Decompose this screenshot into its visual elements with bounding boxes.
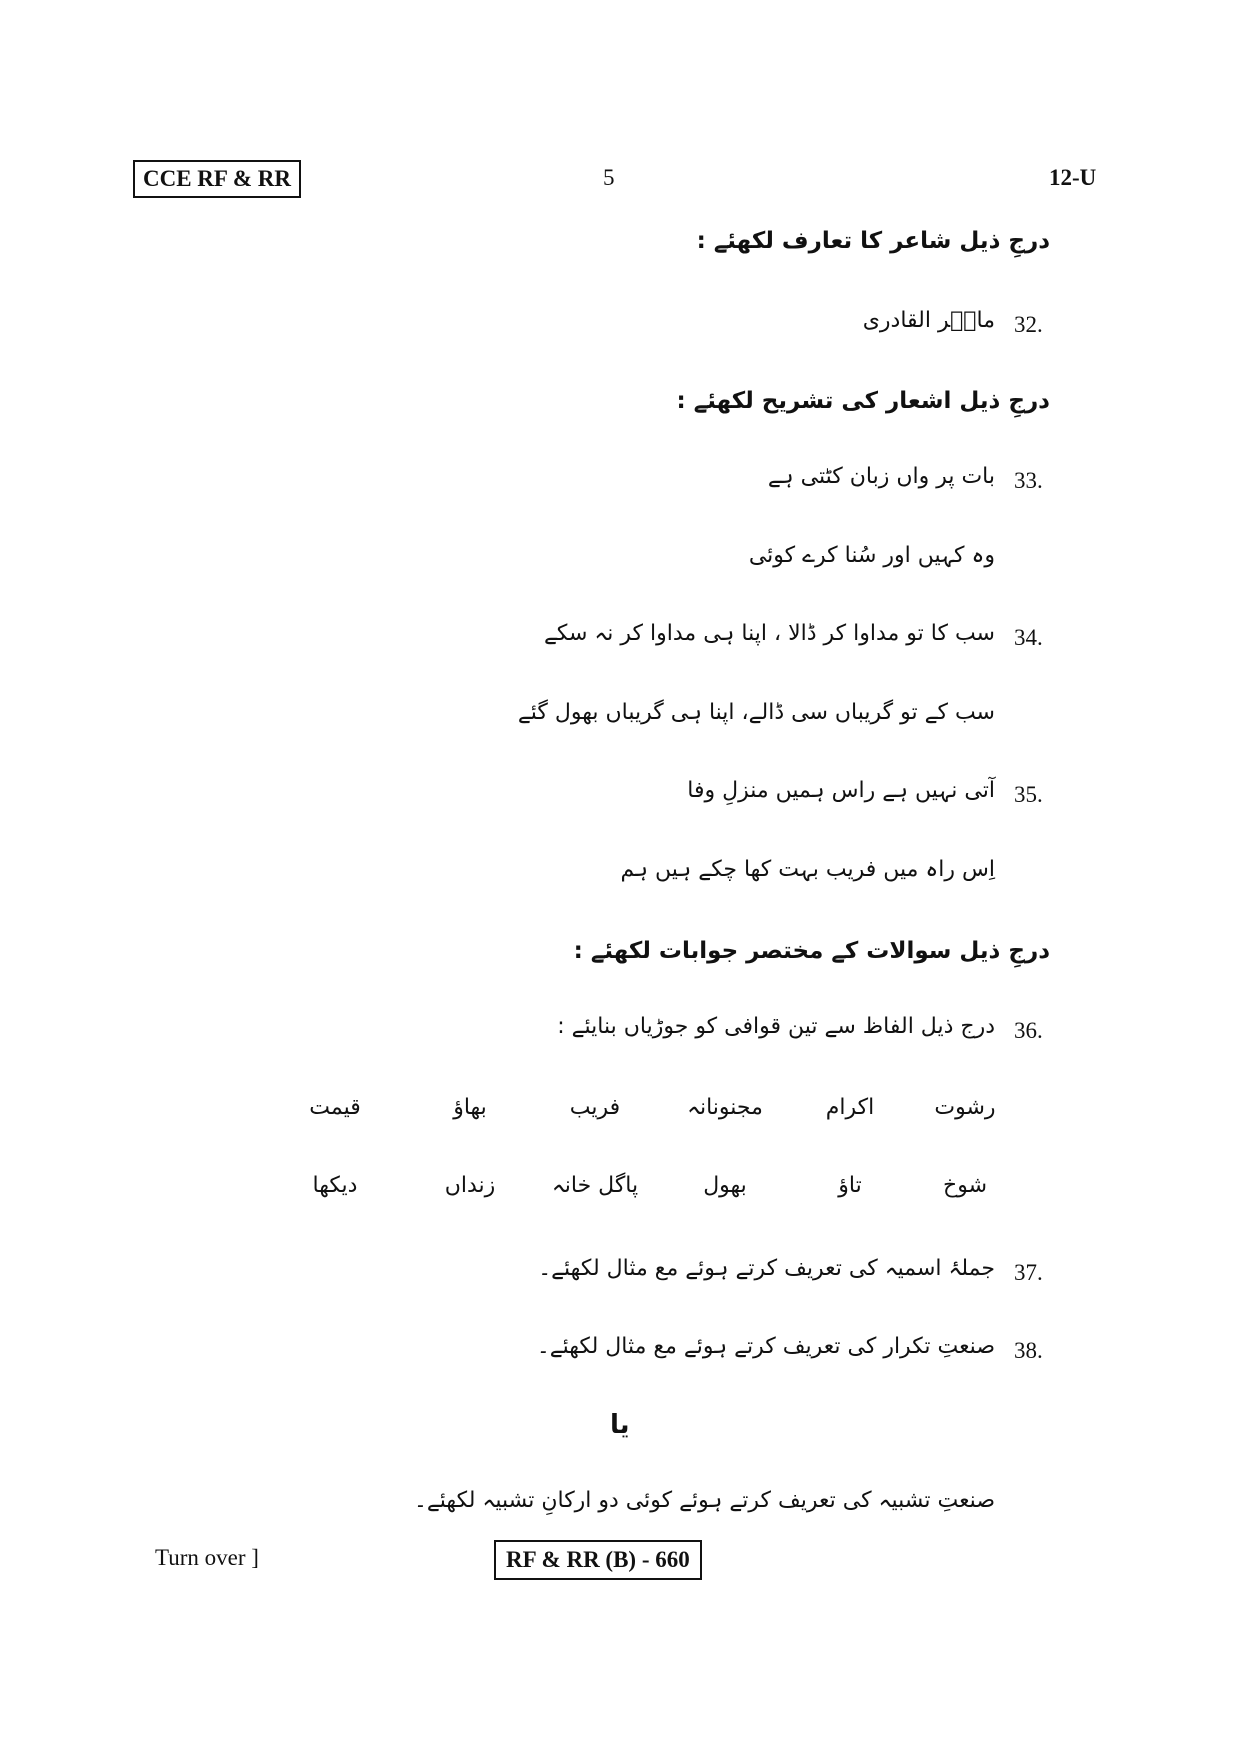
word-item: مجنونانہ <box>687 1095 763 1120</box>
section-heading-explain-verses: درجِ ذیل اشعار کی تشریح لکھئے : <box>676 388 1050 414</box>
question-38-text: صنعتِ تکرار کی تعریف کرتے ہوئے مع مثال لکھئے۔ <box>536 1334 995 1359</box>
question-number-34: 34. <box>1014 625 1043 650</box>
question-33-line2: وہ کہیں اور سُنا کرے کوئی <box>748 543 995 568</box>
word-item: تاؤ <box>838 1173 862 1198</box>
question-36-text: درج ذیل الفاظ سے تین قوافی کو جوڑیاں بنایئے : <box>557 1014 995 1039</box>
or-label: یا <box>610 1410 630 1440</box>
question-35-line1: آتی نہیں ہے راس ہمیں منزلِ وفا <box>687 778 995 803</box>
header-code-box: CCE RF & RR <box>133 160 301 198</box>
question-number-32: 32. <box>1014 312 1043 337</box>
footer-code-box: RF & RR (B) - 660 <box>494 1540 702 1580</box>
word-item: شوخ <box>943 1173 987 1198</box>
question-35-line2: اِس راہ میں فریب بہت کھا چکے ہیں ہم <box>620 857 995 882</box>
word-item: بھاؤ <box>453 1095 487 1120</box>
question-number-33: 33. <box>1014 468 1043 493</box>
section-heading-short-answers: درجِ ذیل سوالات کے مختصر جوابات لکھئے : <box>573 938 1050 964</box>
word-item: قیمت <box>309 1095 361 1120</box>
turn-over-note: Turn over ] <box>155 1545 259 1570</box>
question-32-text: ماؔہر القادری <box>862 308 995 333</box>
paper-code: 12-U <box>1049 165 1097 190</box>
question-number-36: 36. <box>1014 1018 1043 1043</box>
alternative-question-text: صنعتِ تشبیہ کی تعریف کرتے ہوئے کوئی دو ارکانِ تشبیہ لکھئے۔ <box>414 1488 995 1513</box>
word-item: دیکھا <box>312 1173 358 1198</box>
question-34-line1: سب کا تو مداوا کر ڈالا ، اپنا ہی مداوا کر نہ سکے <box>543 621 995 646</box>
word-item: فریب <box>569 1095 621 1120</box>
question-37-text: جملۂ اسمیہ کی تعریف کرتے ہوئے مع مثال لکھئے۔ <box>538 1256 995 1281</box>
question-number-37: 37. <box>1014 1260 1043 1285</box>
section-heading-poet-intro: درجِ ذیل شاعر کا تعارف لکھئے : <box>696 228 1050 254</box>
question-number-35: 35. <box>1014 782 1043 807</box>
question-33-line1: بات پر واں زبان کٹتی ہے <box>767 464 995 489</box>
word-item: بھول <box>703 1173 747 1198</box>
word-item: اکرام <box>825 1095 875 1120</box>
question-34-line2: سب کے تو گریباں سی ڈالے، اپنا ہی گریباں بھول گئے <box>517 700 995 725</box>
page-number: 5 <box>603 165 615 190</box>
word-item: زنداں <box>444 1173 496 1198</box>
question-number-38: 38. <box>1014 1338 1043 1363</box>
word-item: پاگل خانہ <box>551 1173 639 1198</box>
word-item: رشوت <box>934 1095 996 1120</box>
